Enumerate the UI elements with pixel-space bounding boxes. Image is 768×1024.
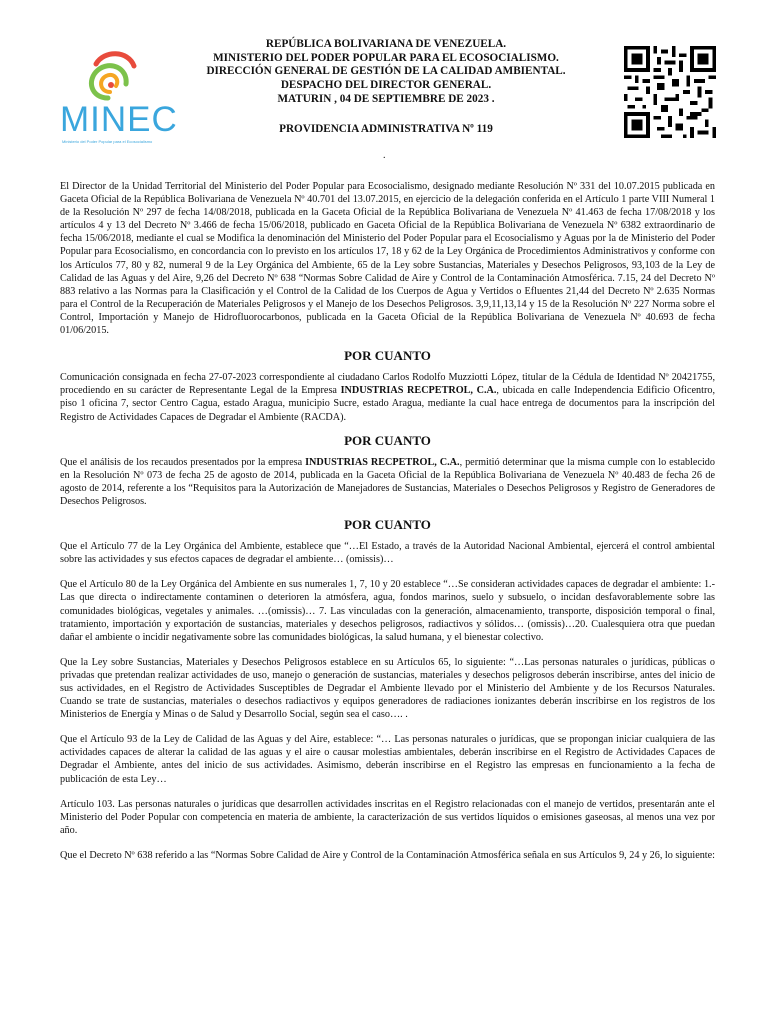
paragraph-text: Que el análisis de los recaudos presentados por la empresa (60, 456, 306, 468)
paragraph: Artículo 103. Las personas naturales o jurídicas que desarrollen actividades inscritas en el Registro relacionadas con el manejo de vertidos, presentarán ante el Ministerio del Poder Popular con competencia en materia de ambiente, la caracterización de sus vertidos líquidos o emisiones gaseosas, al menos una vez por año. (60, 798, 715, 836)
paragraph-text: , permitió determinar que la misma cumple con lo establecido en la Resolución Nº 073 de fecha 25 de agosto de 2014, publicada en la Gaceta Oficial de la República Bolivariana de Venezuela Nº 40.483 de fecha 26 de agosto de 2014, referente a los “Requisitos para la Autorización de Manejadores de Sustancias, Materiales o Desechos Peligrosos y Registro de Generadores de Desechos Peligrosos. (60, 456, 715, 507)
document-header (176, 38, 596, 107)
company-name: INDUSTRIAS RECPETROL, C.A. (305, 456, 460, 468)
section-heading: POR CUANTO (344, 517, 431, 533)
paragraph-text: , ubicada en calle Independencia Edificio Oficentro, piso 1 oficina 7, sector Centro Cagua, estado Aragua, municipio Sucre, estado Aragua, mediante la cual hace entrega de documentos para la inscripción del Registro de Actividades Capaces de Degradar el Ambiente (RACDA). (60, 385, 715, 423)
intro-paragraph: El Director de la Unidad Territorial del Ministerio del Poder Popular para Ecosocialismo, designado mediante Resolución Nº 331 del 10.07.2015 publicada en Gaceta Oficial de la República Bolivariana de Venezuela Nº 40.701 del 13.07.2015, en ejercicio de la delegación conferida en el Artículo 1 parte VIII Numeral 1 de la Resolución Nº 297 de fecha 14/08/2018, publicada en la Gaceta Oficial de la República Bolivariana de Venezuela Nº 41.463 de fecha 17/08/2018 y los artículos 4 y 13 del Decreto Nº 3.466 de fecha 15/06/2018, publicado en Gaceta Oficial de la República Bolivariana de Venezuela Nº 6382 extraordinario de fecha 15/06/2018, mediante el cual se Modifica la denominación del Ministerio del Poder Popular para el Ecosocialismo y Aguas por la de Ministerio del Poder Popular para Ecosocialismo, en concordancia con lo previsto en los artículos 17, 18 y 62 de la Ley Orgánica de Procedimientos Administrativos y conforme con los Artículos 77, 80 y 82, numeral 9 de la Ley Orgánica del Ambiente, 65 de la Ley sobre Sustancias, Materiales y Desechos Peligrosos, 93,103 de la Ley de Calidad de las Aguas y del Aire, 9,26 del Decreto Nº 638 “Normas Sobre Calidad de Aire y Control de la Contaminación Atmosférica. 7.15, 24 del Decreto Nº 883 relativo a las Normas para la Clasificación y el Control de la Calidad de los Cuerpos de Agua y Vertidos o Efluentes 21,44 del Decreto Nº 2.635 Normas para el Control de la Recuperación de Materiales Peligrosos y el Manejo de los Desechos Peligrosos. 3,9,11,13,14 y 15 de la Resolución Nº 227 Norma sobre el Control, Importación y Manejo de Hidrofluorocarbonos, publicada en la Gaceta Oficial de la República Bolivariana de Venezuela Nº 40.693 de fecha 01/06/2015. (60, 181, 715, 337)
paragraph: Que el Artículo 93 de la Ley de Calidad de las Aguas y del Aire, establece: “… Las personas naturales o jurídicas, que se propongan iniciar cualquiera de las actividades capaces de alterar la calidad de las aguas y el aire o causar molestias ambientales, deberán inscribirse en el Registro de Actividades Capaces de Degradar el Ambiente, antes del inicio de sus actividades. Asimismo, deberán inscribirse en el Registro las empresas en funcionamiento a la fecha de publicación de esta Ley… (60, 734, 715, 785)
company-name: INDUSTRIAS RECPETROL, C.A. (340, 385, 497, 397)
providencia-title: PROVIDENCIA ADMINISTRATIVA Nº 119 (279, 123, 493, 135)
header-line: DIRECCIÓN GENERAL DE GESTIÓN DE LA CALIDAD AMBIENTAL. (206, 65, 566, 78)
logo-wordmark: MINEC (60, 100, 178, 139)
document-body (60, 180, 715, 862)
header-line: REPÚBLICA BOLIVARIANA DE VENEZUELA. (265, 38, 507, 50)
header-line: MINISTERIO DEL PODER POPULAR PARA EL ECOSOCIALISMO. (213, 51, 559, 64)
header-line: DESPACHO DEL DIRECTOR GENERAL. (280, 79, 492, 92)
separator-dot: . (383, 150, 386, 161)
paragraph: Que el Artículo 80 de la Ley Orgánica del Ambiente en sus numerales 1, 7, 10 y 20 establece “…Se consideran actividades capaces de degradar el ambiente: 1.-Las que directa o indirectamente contaminen o deterioren la atmósfera, agua, fondos marinos, suelo y subsuelo, o incidan desfavorablemente sobre las comunidades biológicas, vegetales y animales. …(omissis)… 7. Las vinculadas con la generación, almacenamiento, transporte, disposición temporal o final, tratamiento, importación y exportación de sustancias, materiales y desechos peligrosos, radiactivos y sólidos… (omissis)…20. Cualesquiera otra que puedan dañar el ambiente o incidir negativamente sobre las comunidades biológicas, la salud humana, y el bienestar colectivo. (60, 579, 715, 643)
paragraph-text: Comunicación consignada en fecha 27-07-2023 correspondiente al ciudadano Carlos Rodolfo Muzziotti López, titular de la Cédula de Identidad Nº 20421755, procediendo en su carácter de Representante Legal de la Empresa (60, 372, 715, 397)
header-date: MATURIN , 04 DE SEPTIEMBRE DE 2023 . (277, 92, 495, 105)
paragraph: Que el Decreto Nº 638 referido a las “Normas Sobre Calidad de Aire y Control de la Contaminación Atmosférica señala en sus Artículos 9, 24 y 26, lo siguiente: (60, 849, 715, 861)
logo-subtitle: Ministerio del Poder Popular para el Ecosocialismo (62, 139, 153, 144)
paragraph (60, 456, 715, 508)
qr-code-icon (624, 46, 716, 138)
section-heading: POR CUANTO (344, 432, 431, 448)
paragraph: Que el Artículo 77 de la Ley Orgánica del Ambiente, establece que “…El Estado, a través de la Autoridad Nacional Ambiental, ejercerá el control ambiental sobre las actividades y sus efectos capaces de degradar el ambiente… (omissis)… (60, 541, 715, 566)
paragraph: Que la Ley sobre Sustancias, Materiales y Desechos Peligrosos establece en su Artículos 65, lo siguiente: “…Las personas naturales o jurídicas, públicas o privadas que pretendan realizar actividades de uso, manejo o generación de sustancias, materiales y desechos peligrosos deberán inscribirse, antes del inicio de sus actividades, en el Registro de Actividades Susceptibles de Degradar el Ambiente llevado por el Ministerio del Ambiente y de los Recursos Naturales. Cuando se trate de sustancias, materiales o desechos radiactivos y equipos generadores de radiaciones ionizantes deberán inscribirse en los registros de los Ministerios de Energía y Minas o de Salud y Desarrollo Social, según sea el caso…. . (60, 656, 715, 721)
paragraph (60, 371, 715, 423)
section-heading: POR CUANTO (344, 348, 431, 364)
